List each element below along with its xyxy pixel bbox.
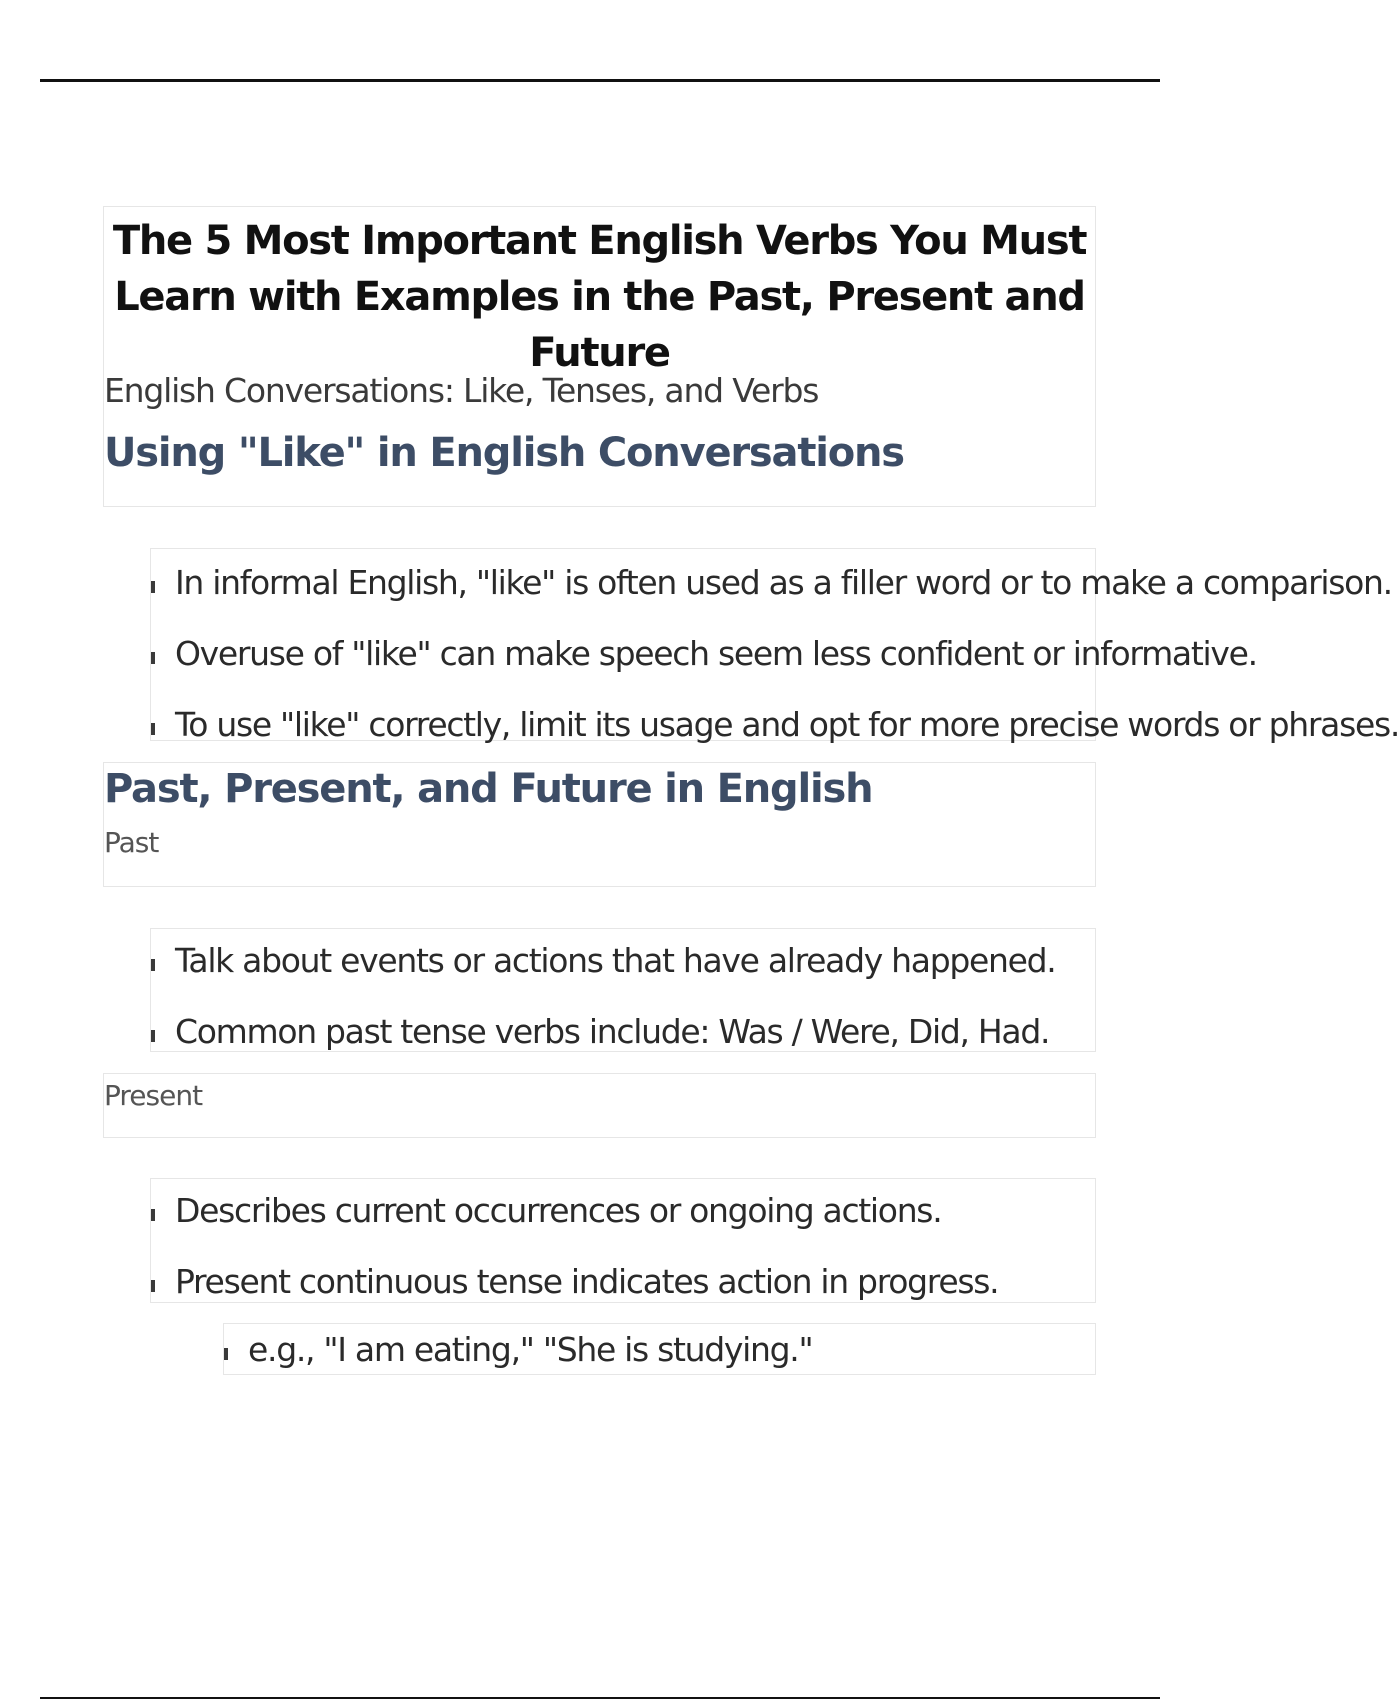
bullet-icon <box>151 1030 155 1042</box>
bullet-icon <box>151 723 155 735</box>
list-item-text: Common past tense verbs include: Was / Were, Did, Had. <box>175 1012 1050 1051</box>
present-header <box>103 1073 1096 1138</box>
list-item-text: Present continuous tense indicates action in progress. <box>175 1262 999 1301</box>
list-item <box>151 547 1392 618</box>
list-item <box>224 1314 1095 1385</box>
like-section-heading: Using "Like" in English Conversations <box>104 430 904 476</box>
list-item <box>151 1175 1095 1246</box>
present-example-list <box>223 1323 1096 1375</box>
list-item <box>151 925 1095 996</box>
past-label: Past <box>104 826 159 859</box>
list-item-text: To use "like" correctly, limit its usage and opt for more precise words or phrases. <box>175 705 1399 744</box>
bullet-icon <box>151 959 155 971</box>
list-item-text: In informal English, "like" is often used as a filler word or to make a comparison. <box>175 563 1392 602</box>
title-block <box>103 206 1096 507</box>
list-item <box>151 996 1095 1067</box>
bullet-icon <box>151 652 155 664</box>
list-item <box>151 618 1257 689</box>
bullet-icon <box>151 1209 155 1221</box>
bullet-icon <box>151 1280 155 1292</box>
list-item-text: e.g., "I am eating," "She is studying." <box>248 1330 813 1369</box>
list-item <box>151 689 1399 760</box>
bullet-icon <box>151 581 155 593</box>
document-subtitle: English Conversations: Like, Tenses, and Verbs <box>104 371 819 410</box>
list-item <box>151 1246 1095 1317</box>
document-title: The 5 Most Important English Verbs You Must Learn with Examples in the Past, Present and Future <box>112 218 1087 376</box>
present-bullet-list <box>150 1178 1096 1303</box>
tenses-section-header <box>103 762 1096 887</box>
list-item-text: Describes current occurrences or ongoing actions. <box>175 1191 942 1230</box>
tenses-section-heading: Past, Present, and Future in English <box>104 766 873 812</box>
bottom-rule <box>40 1697 1160 1699</box>
list-item-text: Talk about events or actions that have already happened. <box>175 941 1056 980</box>
bullet-icon <box>224 1348 228 1360</box>
like-bullet-list <box>150 548 1399 744</box>
top-rule <box>40 79 1160 82</box>
past-bullet-list <box>150 928 1096 1052</box>
list-item-text: Overuse of "like" can make speech seem less confident or informative. <box>175 634 1257 673</box>
present-label: Present <box>104 1079 203 1112</box>
